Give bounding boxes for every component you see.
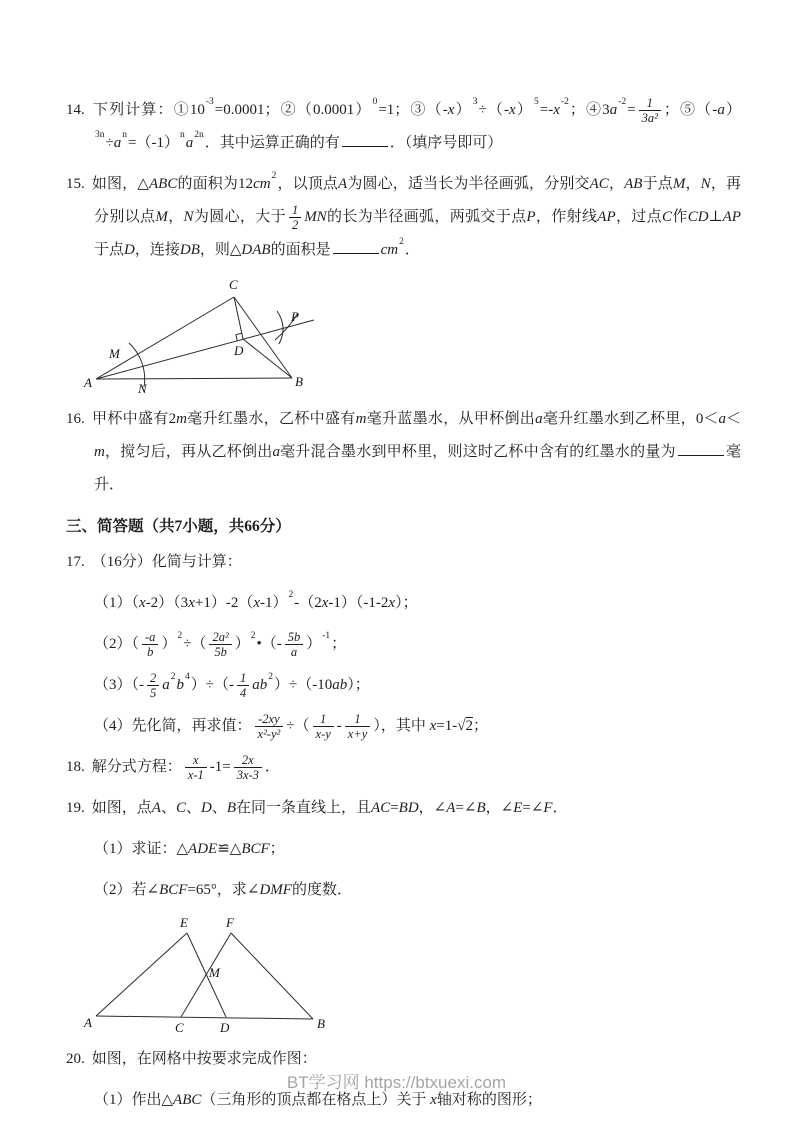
superscript: 2 — [271, 170, 277, 181]
text-run: =- — [539, 102, 554, 118]
math-variable: cm — [380, 242, 399, 258]
question-14 — [66, 94, 741, 160]
question-18-number: 18. — [66, 759, 85, 776]
text-run: 毫升红墨水到乙杯里，0＜ — [542, 411, 719, 427]
text-run: ）； — [347, 677, 370, 694]
text-run: -2）（3 — [145, 595, 189, 612]
math-variable: a — [718, 411, 726, 427]
text-run: ）÷（- — [190, 677, 234, 694]
math-variable: P — [526, 209, 536, 225]
math-variable: a — [185, 135, 194, 151]
text-run: 甲杯中盛有2 — [91, 411, 177, 427]
math-variable: x — [253, 595, 260, 612]
text-run: 在同一条直线上，且 — [236, 800, 372, 817]
text-run: ÷（ — [183, 636, 207, 653]
text-run: ，∠ — [418, 800, 447, 817]
superscript: 2 — [170, 671, 176, 682]
question-17-item-4 — [94, 710, 741, 743]
question-16-number: 16. — [66, 411, 85, 427]
point-label-P: P — [291, 309, 299, 324]
text-run: ； — [472, 718, 488, 735]
math-variable: cm — [253, 176, 271, 192]
text-run: （1）求证：△ — [94, 841, 189, 858]
math-variable: x — [139, 595, 146, 612]
math-variable: ADE — [188, 841, 218, 858]
text-run: 如图，△ — [91, 176, 149, 192]
text-run: 如图，在网格中按要求完成作图： — [91, 1051, 317, 1068]
math-variable: DAB — [241, 242, 271, 258]
math-variable: x — [429, 718, 437, 735]
superscript: -2 — [560, 96, 569, 107]
question-16-text — [92, 411, 741, 493]
text-run: 、 — [185, 800, 201, 817]
site-watermark: BT学习网 https://btxuexi.com — [286, 1073, 507, 1092]
fraction: $\frac{5b}{a}$ — [285, 630, 304, 660]
question-20-text — [92, 1051, 317, 1067]
math-variable: AC — [589, 176, 609, 192]
text-run: ， — [685, 176, 701, 192]
text-run: •（- — [256, 636, 282, 653]
question-14-text — [91, 95, 741, 151]
text-run: 下列计算：①10 — [91, 102, 205, 118]
math-variable: C — [661, 209, 672, 225]
construction-figure — [82, 275, 330, 397]
text-run: （4）先化简，再求值： — [94, 718, 252, 735]
superscript: 2 — [288, 589, 294, 600]
text-run: ÷ — [105, 135, 114, 151]
text-run: ） — [306, 636, 322, 653]
text-run: -1= — [209, 759, 231, 776]
text-run: =∠ — [455, 800, 477, 817]
text-run: =0.0001；②（0.0001） — [214, 102, 372, 118]
question-19-number: 19. — [66, 800, 85, 817]
text-run: ；⑤（- — [663, 102, 718, 118]
text-run: =1；③（- — [378, 102, 448, 118]
answer-blank — [678, 442, 724, 456]
math-variable: m — [355, 411, 367, 427]
text-run: ，连接 — [134, 242, 180, 258]
question-17-text — [92, 554, 242, 570]
square-root: √2 — [457, 718, 473, 735]
point-label-A: A — [84, 1015, 92, 1031]
math-variable: AP — [597, 209, 616, 225]
question-17 — [66, 546, 741, 579]
point-label-N: N — [138, 381, 147, 396]
superscript: 2n — [194, 129, 204, 140]
text-run: （三角形的顶点都在格点上）关于 — [201, 1092, 431, 1109]
superscript: n — [179, 129, 185, 140]
superscript: 5 — [534, 96, 539, 107]
text-run: = — [390, 800, 399, 817]
point-label-M: M — [209, 965, 220, 981]
fraction: $\frac{-a}{b}$ — [142, 630, 158, 660]
text-run: ，作射线 — [535, 209, 598, 225]
math-variable: BD — [398, 800, 419, 817]
math-variable: D — [200, 800, 212, 817]
math-variable: E — [513, 800, 523, 817]
text-run: ）÷（-10 — [273, 677, 333, 694]
text-run: ，∠ — [485, 800, 514, 817]
math-variable: A — [338, 176, 348, 192]
fraction: $\frac{\text{2a²}}{5b}$ — [209, 630, 231, 660]
fraction: $\frac{x}{x-1}$ — [185, 753, 207, 783]
text-run: ＜ — [725, 411, 741, 427]
text-run: 、 — [160, 800, 176, 817]
math-variable: MN — [304, 209, 327, 225]
superscript: 2 — [399, 236, 404, 247]
text-run: ，以顶点 — [277, 176, 339, 192]
question-18 — [66, 751, 741, 784]
fraction: $\frac{2x}{3x-3}$ — [234, 753, 262, 783]
segment-AC — [96, 297, 234, 379]
text-run: ，搅匀后，再从乙杯倒出 — [104, 444, 273, 460]
math-variable: a — [609, 102, 618, 118]
superscript: -2 — [618, 96, 627, 107]
text-run: ÷（ — [286, 718, 310, 735]
math-variable: a — [162, 677, 170, 694]
math-variable: a — [272, 444, 280, 460]
text-run: ） — [234, 636, 250, 653]
math-variable: N — [700, 176, 711, 192]
text-run: 轴对称的图形； — [436, 1092, 542, 1109]
math-variable: AC — [371, 800, 391, 817]
segment-CF — [181, 933, 231, 1017]
text-run: = — [627, 102, 636, 118]
math-variable: ABC — [149, 176, 178, 192]
question-14-number: 14. — [66, 102, 85, 118]
text-run: ， — [608, 176, 625, 192]
math-variable: ab — [252, 677, 268, 694]
text-run: ；④3 — [569, 102, 610, 118]
question-19 — [66, 792, 741, 825]
text-run: （1）作出△ — [94, 1092, 174, 1109]
math-variable: a — [535, 411, 543, 427]
question-15-text — [91, 170, 741, 258]
text-run: ） — [515, 102, 534, 118]
math-variable: ABC — [173, 1092, 202, 1109]
geometry-diagram-2 — [82, 915, 741, 1037]
text-run: ，过点 — [615, 209, 662, 225]
math-variable: a — [717, 102, 725, 118]
math-variable: A — [446, 800, 456, 817]
text-run: 毫升红墨水，乙杯中盛有 — [186, 411, 356, 427]
question-17-item-3 — [94, 669, 741, 702]
text-run: 为圆心，适当长为半径画弧，分别交 — [347, 176, 590, 192]
fraction: $\frac{1}{2}$ — [289, 203, 301, 233]
text-run: ） — [454, 102, 472, 118]
question-15 — [66, 168, 741, 267]
answer-blank — [333, 240, 379, 254]
text-run: 的面积为12 — [177, 176, 254, 192]
text-run: （2）（ — [94, 636, 140, 653]
fraction: $\frac{1}{\text{3a²}}$ — [639, 96, 661, 126]
text-run: ． — [552, 800, 568, 817]
text-run: 如图，点 — [91, 800, 152, 817]
text-run: -1）（-1-2 — [328, 595, 389, 612]
text-run: 的长为半径画弧，两弧交于点 — [326, 209, 527, 225]
superscript: 2 — [177, 630, 183, 641]
text-run: （16分）化简与计算： — [91, 554, 242, 571]
text-run: 毫升蓝墨水，从甲杯倒出 — [366, 411, 536, 427]
fraction: $\frac{2}{5}$ — [147, 671, 159, 701]
superscript: 3n — [95, 129, 105, 140]
math-variable: DMF — [259, 882, 292, 899]
text-run: ，则△ — [199, 242, 242, 258]
text-run: =（-1） — [127, 135, 179, 151]
math-variable: b — [176, 677, 184, 694]
text-run: ．其中运算正确的有 — [204, 135, 340, 151]
point-label-D: D — [220, 1020, 230, 1036]
math-variable: A — [151, 800, 161, 817]
math-variable: x — [430, 1092, 437, 1109]
ray-AP — [96, 320, 314, 379]
text-run: 毫升． — [94, 444, 741, 493]
text-run: （2）若∠ — [94, 882, 160, 899]
math-variable: x — [553, 102, 560, 118]
math-variable: AB — [624, 176, 643, 192]
math-variable: N — [183, 209, 194, 225]
text-run: ．（填序号即可） — [389, 135, 503, 151]
math-variable: BCF — [159, 882, 188, 899]
math-variable: ab — [332, 677, 348, 694]
geometry-diagram-1 — [82, 275, 741, 397]
math-variable: BCF — [241, 841, 270, 858]
superscript: 4 — [185, 671, 190, 682]
point-label-D: D — [234, 343, 244, 358]
text-run: ⊥ — [708, 209, 723, 225]
text-run: ），其中 — [373, 718, 430, 735]
question-19-item-1 — [94, 833, 741, 866]
fraction: $\frac{-2xy}{\text{x²-y²}}$ — [255, 712, 284, 742]
text-run: 作 — [672, 209, 688, 225]
math-variable: m — [176, 411, 187, 427]
text-run: ； — [331, 636, 347, 653]
text-run: 于点 — [642, 176, 673, 192]
text-run: ） — [161, 636, 177, 653]
math-variable: B — [476, 800, 486, 817]
triangles-figure — [82, 915, 332, 1037]
math-variable: x — [447, 102, 455, 118]
text-run: 的面积是 — [270, 242, 331, 258]
superscript: -3 — [205, 96, 214, 107]
math-variable: AP — [722, 209, 741, 225]
superscript: 3 — [472, 96, 478, 107]
question-17-number: 17. — [66, 554, 85, 571]
text-run: =∠ — [522, 800, 544, 817]
point-label-E: E — [180, 915, 188, 931]
text-run: 的度数． — [291, 882, 352, 899]
math-variable: D — [124, 242, 135, 258]
superscript: n — [122, 129, 127, 140]
point-label-C: C — [175, 1020, 184, 1036]
superscript: -1 — [322, 630, 331, 641]
superscript: 2 — [268, 671, 273, 682]
text-run: （1）（ — [94, 595, 140, 612]
segment-AB — [96, 1016, 313, 1019]
math-variable: DB — [179, 242, 200, 258]
question-20-number: 20. — [66, 1051, 85, 1068]
compass-arc-P1 — [277, 311, 283, 344]
math-variable: M — [672, 176, 686, 192]
question-15-number: 15. — [66, 176, 85, 192]
question-17-item-1 — [94, 587, 741, 620]
text-run: （3）（- — [94, 677, 144, 694]
text-run: ） — [724, 102, 741, 118]
math-variable: M — [155, 209, 168, 225]
text-run: ≌△ — [217, 841, 242, 858]
text-run: -1） — [260, 595, 288, 612]
segment-DB — [243, 339, 292, 378]
segment-FB — [231, 933, 313, 1019]
text-run: ，再分别以点 — [94, 176, 741, 225]
text-run: -（2 — [294, 595, 322, 612]
question-18-text — [91, 752, 280, 783]
question-19-text — [92, 800, 568, 816]
math-variable: C — [175, 800, 186, 817]
point-label-F: F — [226, 915, 234, 931]
question-16 — [66, 403, 741, 502]
fraction: $\frac{1}{x-y}$ — [313, 712, 334, 742]
text-run: ， — [167, 209, 184, 225]
fraction: $\frac{1}{4}$ — [237, 671, 249, 701]
text-run: 为圆心，大于 — [193, 209, 286, 225]
math-variable: m — [94, 444, 105, 460]
math-variable: CD — [687, 209, 709, 225]
text-run: - — [336, 718, 342, 735]
text-run: =65°，求∠ — [187, 882, 260, 899]
text-run: ． — [404, 242, 420, 258]
segment-AB — [96, 378, 292, 379]
text-run: ÷（- — [478, 102, 510, 118]
answer-blank — [342, 133, 388, 147]
question-17-item-2 — [94, 628, 741, 661]
math-variable: x — [509, 102, 516, 118]
text-run: 、 — [211, 800, 227, 817]
text-run: =1- — [436, 718, 458, 735]
fraction: $\frac{1}{x+y}$ — [345, 712, 371, 742]
math-variable: x — [388, 595, 396, 612]
text-run: ． — [264, 759, 280, 776]
text-run: 解分式方程： — [91, 759, 182, 776]
section-header: 三、简答题（共7小题，共66分） — [66, 518, 291, 535]
superscript: 0 — [372, 96, 378, 107]
math-variable: B — [226, 800, 237, 817]
point-label-M: M — [109, 346, 120, 361]
math-variable: x — [188, 595, 195, 612]
text-run: ； — [269, 841, 285, 858]
point-label-C: C — [229, 277, 238, 292]
point-label-A: A — [84, 375, 92, 390]
point-label-B: B — [295, 374, 303, 389]
text-run: +1）-2（ — [194, 595, 254, 612]
text-run: ）； — [395, 595, 418, 612]
math-variable: x — [321, 595, 329, 612]
superscript: 2 — [250, 630, 256, 641]
text-run: 毫升混合墨水到甲杯里，则这时乙杯中含有的红墨水的量为 — [279, 444, 676, 460]
segment-AE — [96, 933, 187, 1016]
question-19-item-2 — [94, 874, 741, 907]
text-run: 于点 — [94, 242, 125, 258]
math-variable: F — [543, 800, 553, 817]
math-variable: a — [113, 135, 122, 151]
point-label-B: B — [317, 1016, 325, 1032]
